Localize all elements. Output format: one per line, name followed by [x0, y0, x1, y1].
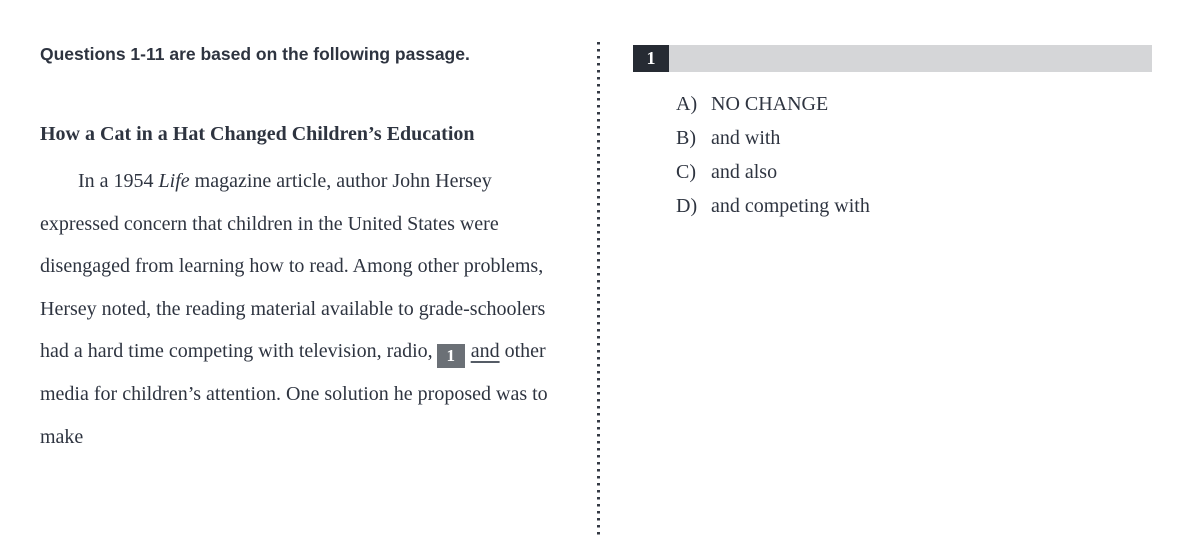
choice-a-text: NO CHANGE	[711, 93, 829, 115]
passage-paragraph	[40, 160, 560, 458]
answer-choice-d[interactable]	[676, 189, 1152, 223]
passage-marker-1-badge: 1	[437, 344, 465, 368]
answer-choice-b[interactable]	[676, 121, 1152, 155]
choice-d-text: and competing with	[711, 195, 870, 217]
question-header-bar	[633, 45, 1152, 72]
passage-italic-word: Life	[158, 170, 190, 192]
answer-choice-a[interactable]	[676, 87, 1152, 121]
passage-text-before-italic: In a 1954	[78, 170, 159, 192]
passage-title: How a Cat in a Hat Changed Children’s Education	[40, 123, 475, 145]
question-panel	[633, 45, 1152, 223]
choice-b-letter: B)	[676, 127, 696, 149]
choice-b-text: and with	[711, 127, 781, 149]
passage-text-middle: magazine article, author John Hersey expressed concern that children in the United States were disengaged from learning how to read. Among other problems, Hersey noted, the reading material available to grade-schoolers had a hard time competing with television, radio,	[40, 170, 546, 363]
choice-a-letter: A)	[676, 93, 698, 115]
passage-underlined-word: and	[470, 340, 500, 363]
column-divider	[597, 42, 600, 539]
answer-choices-list	[633, 87, 1152, 223]
passage-instructions: Questions 1-11 are based on the following passage.	[40, 44, 470, 64]
answer-choice-c[interactable]	[676, 155, 1152, 189]
passage-text-after: other media for children’s attention. One solution he proposed was to make	[40, 340, 548, 448]
choice-c-letter: C)	[676, 161, 696, 183]
choice-c-text: and also	[711, 161, 778, 183]
passage-column	[40, 44, 560, 458]
choice-d-letter: D)	[676, 195, 698, 217]
question-number-badge: 1	[633, 45, 669, 72]
